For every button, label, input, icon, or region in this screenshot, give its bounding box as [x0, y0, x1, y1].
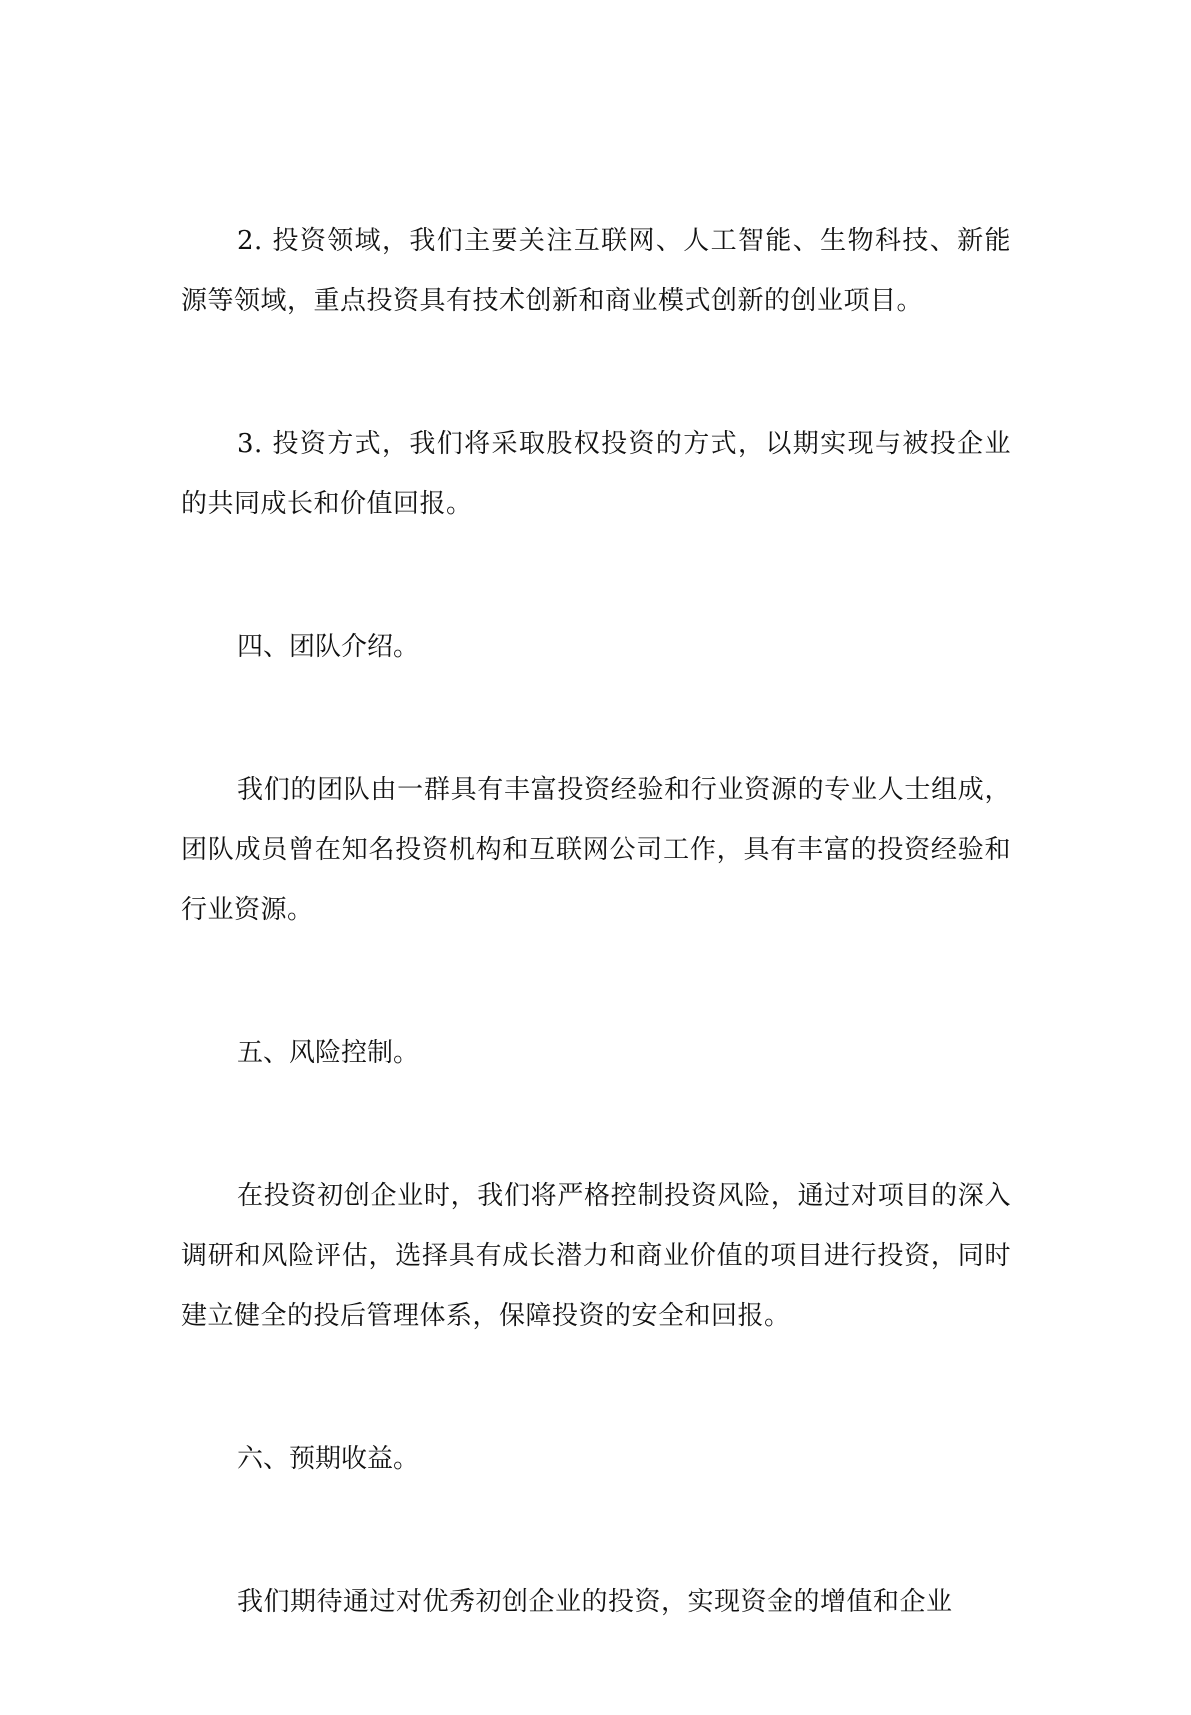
paragraph-investment-method: 3. 投资方式，我们将采取股权投资的方式，以期实现与被投企业的共同成长和价值回报。	[181, 429, 1011, 519]
paragraph-team-intro: 我们的团队由一群具有丰富投资经验和行业资源的专业人士组成，团队成员曾在知名投资机构和互联网公司工作，具有丰富的投资经验和行业资源。	[181, 775, 1011, 925]
paragraph-expected-returns: 我们期待通过对优秀初创企业的投资，实现资金的增值和企业	[237, 1587, 953, 1617]
heading-risk-control: 五、风险控制。	[237, 1038, 420, 1068]
document-body	[181, 211, 1011, 1715]
heading-team-intro: 四、团队介绍。	[237, 632, 420, 662]
paragraph-investment-field: 2. 投资领域，我们主要关注互联网、人工智能、生物科技、新能源等领域，重点投资具有技术创新和商业模式创新的创业项目。	[181, 226, 1011, 316]
heading-expected-returns: 六、预期收益。	[237, 1444, 420, 1474]
paragraph-risk-control: 在投资初创企业时，我们将严格控制投资风险，通过对项目的深入调研和风险评估，选择具有成长潜力和商业价值的项目进行投资，同时建立健全的投后管理体系，保障投资的安全和回报。	[181, 1181, 1011, 1331]
